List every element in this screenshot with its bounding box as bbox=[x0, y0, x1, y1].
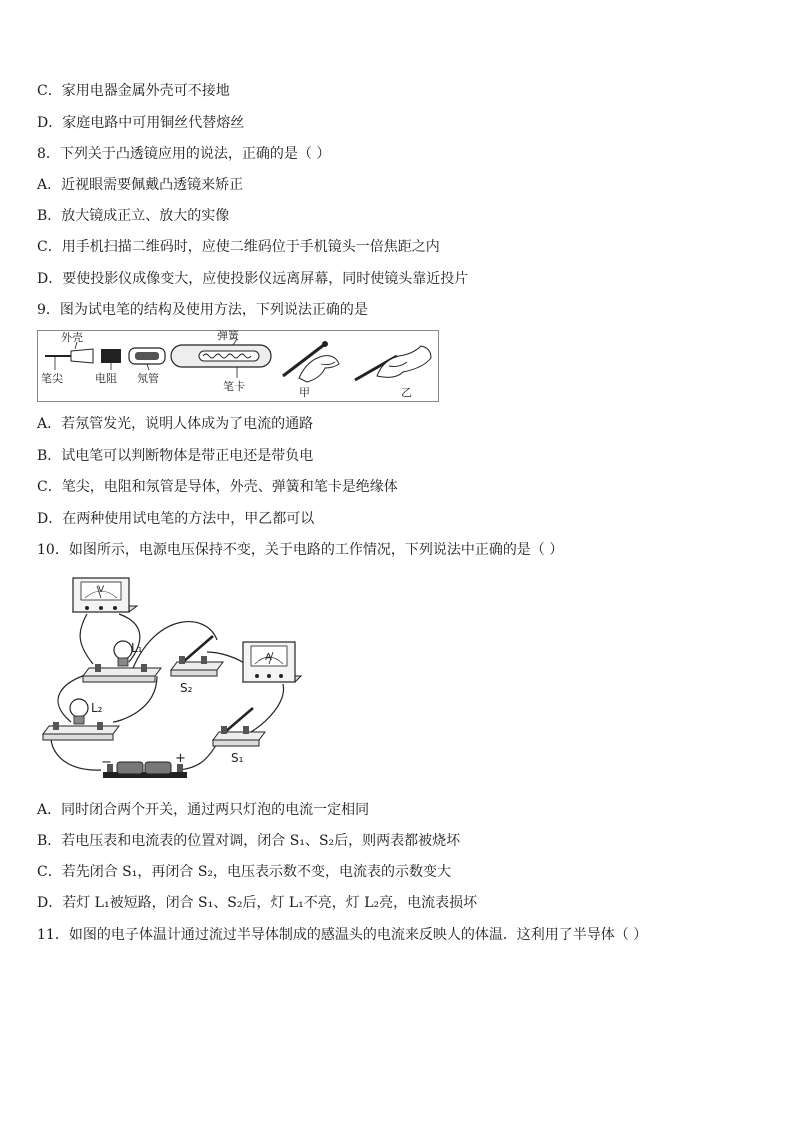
label-tip: 笔尖 bbox=[41, 372, 63, 385]
q8-stem: 8．下列关于凸透镜应用的说法，正确的是（ ） bbox=[37, 146, 331, 162]
voltmeter bbox=[73, 578, 137, 612]
battery-minus-label: − bbox=[101, 755, 112, 770]
q7-option-d: D．家庭电路中可用铜丝代替熔丝 bbox=[37, 115, 245, 131]
label-spring: 弹簧 bbox=[217, 330, 239, 342]
q9-option-c: C．笔尖，电阻和氖管是导体，外壳、弹簧和笔卡是绝缘体 bbox=[37, 479, 398, 495]
lamp-l1 bbox=[83, 641, 161, 682]
circuit-figure bbox=[37, 572, 307, 782]
ammeter-symbol: A bbox=[265, 652, 272, 663]
q9-option-b: B．试电笔可以判断物体是带正电还是带负电 bbox=[37, 448, 314, 464]
ammeter bbox=[243, 642, 301, 682]
q8-option-d: D．要使投影仪成像变大，应使投影仪远离屏幕，同时使镜头靠近投片 bbox=[37, 271, 469, 287]
label-yi: 乙 bbox=[401, 386, 412, 399]
q9-option-d: D．在两种使用试电笔的方法中，甲乙都可以 bbox=[37, 511, 315, 527]
q10-option-a: A．同时闭合两个开关，通过两只灯泡的电流一定相同 bbox=[37, 802, 370, 818]
label-s2: S₂ bbox=[180, 681, 193, 695]
hand-jia-drawing bbox=[283, 341, 339, 382]
test-pen-figure bbox=[37, 330, 439, 402]
battery-plus-label: + bbox=[175, 751, 186, 766]
q8-option-b: B．放大镜成正立、放大的实像 bbox=[37, 208, 230, 224]
label-neon: 氖管 bbox=[137, 372, 159, 385]
label-s1: S₁ bbox=[231, 751, 244, 765]
q9-stem: 9．图为试电笔的结构及使用方法，下列说法正确的是 bbox=[37, 302, 368, 318]
voltmeter-symbol: V bbox=[98, 585, 105, 595]
label-shell: 外壳 bbox=[61, 331, 83, 344]
q10-option-b: B．若电压表和电流表的位置对调，闭合 S₁、S₂后，则两表都被烧坏 bbox=[37, 833, 461, 849]
circuit-wires bbox=[51, 614, 284, 770]
switch-s2 bbox=[171, 636, 223, 676]
q8-option-c: C．用手机扫描二维码时，应使二维码位于手机镜头一倍焦距之内 bbox=[37, 239, 440, 255]
hand-yi-drawing bbox=[355, 346, 431, 380]
q7-option-c: C．家用电器金属外壳可不接地 bbox=[37, 83, 230, 99]
q10-option-c: C．若先闭合 S₁，再闭合 S₂，电压表示数不变，电流表的示数变大 bbox=[37, 864, 452, 880]
label-l1: L₁ bbox=[131, 641, 143, 655]
q11-stem: 11．如图的电子体温计通过流过半导体制成的感温头的电流来反映人的体温．这利用了半导体（ ） bbox=[37, 927, 648, 943]
lamp-l2 bbox=[43, 699, 119, 740]
q8-option-a: A．近视眼需要佩戴凸透镜来矫正 bbox=[37, 177, 244, 193]
label-l2: L₂ bbox=[91, 701, 103, 715]
q10-option-d: D．若灯 L₁被短路，闭合 S₁、S₂后，灯 L₁不亮，灯 L₂亮，电流表损坏 bbox=[37, 895, 478, 911]
label-clip: 笔卡 bbox=[223, 380, 245, 393]
q10-stem: 10．如图所示，电源电压保持不变，关于电路的工作情况，下列说法中正确的是（ ） bbox=[37, 542, 564, 558]
resistor-shape bbox=[101, 349, 121, 363]
label-jia: 甲 bbox=[299, 386, 310, 399]
q9-option-a: A．若氖管发光，说明人体成为了电流的通路 bbox=[37, 416, 314, 432]
switch-s1 bbox=[213, 708, 265, 746]
label-resistor: 电阻 bbox=[95, 372, 117, 385]
